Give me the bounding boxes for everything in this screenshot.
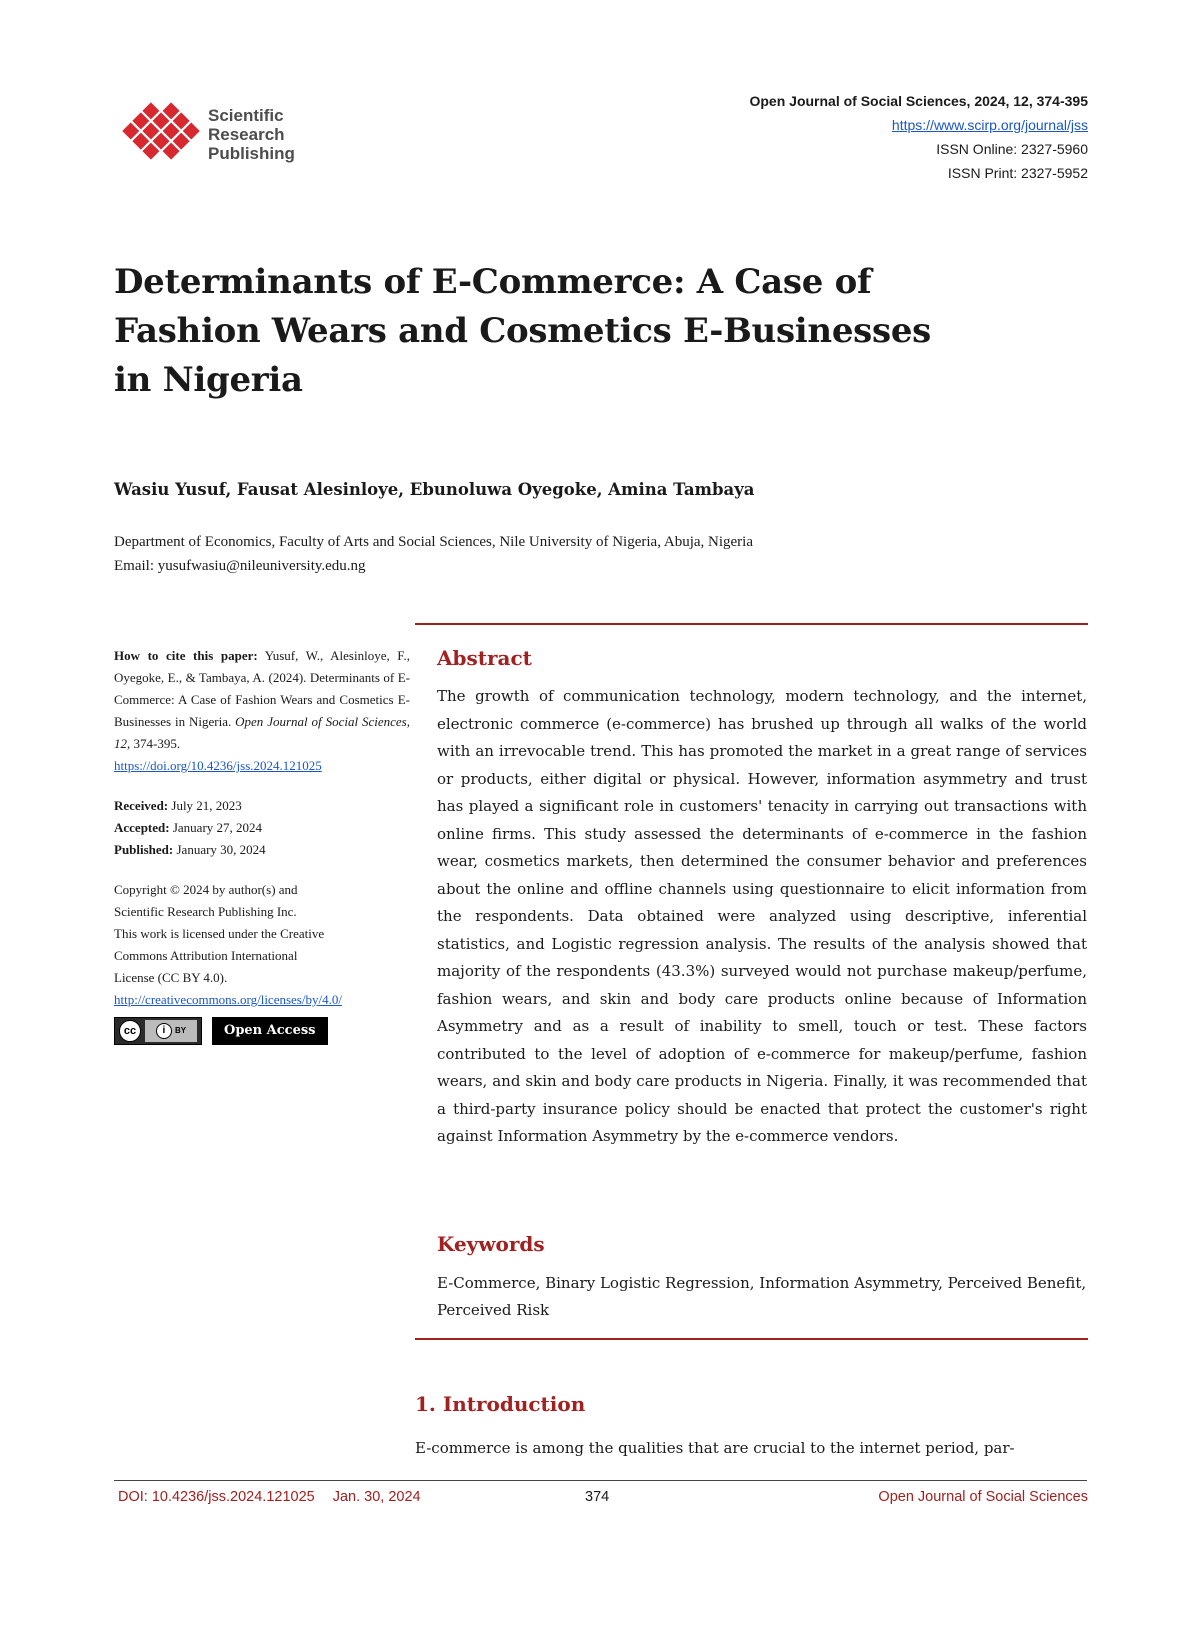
publisher-logo-text <box>208 106 295 163</box>
footer-doi-date <box>118 1489 421 1505</box>
title-line-3: in Nigeria <box>114 360 303 400</box>
doi-link[interactable]: https://doi.org/10.4236/jss.2024.121025 <box>114 758 322 773</box>
title-line-1: Determinants of E-Commerce: A Case of <box>114 262 872 302</box>
copyright-line-5: License (CC BY 4.0). <box>114 970 228 985</box>
copyright-notice <box>114 879 410 1011</box>
copyright-line-4: Commons Attribution International <box>114 948 298 963</box>
article-sidebar <box>114 645 410 1045</box>
affiliation: Department of Economics, Faculty of Arts and Social Sciences, Nile University of Nigeria, Abuja, Nigeria <box>114 534 754 550</box>
issn-print: ISSN Print: 2327-5952 <box>947 165 1088 181</box>
journal-url-link[interactable]: https://www.scirp.org/journal/jss <box>891 117 1088 133</box>
journal-info <box>749 89 1088 185</box>
introduction-text: E-commerce is among the qualities that are crucial to the internet period, par- <box>415 1439 1015 1457</box>
logo-line-2: Research <box>208 125 285 144</box>
author-affiliation-block <box>114 530 753 578</box>
page-number: 374 <box>585 1489 610 1505</box>
abstract-top-rule <box>415 623 1088 625</box>
accepted-value: January 27, 2024 <box>169 820 263 835</box>
by-label: BY <box>174 1026 187 1035</box>
journal-citation-line: Open Journal of Social Sciences, 2024, 12, 374-395 <box>749 93 1088 109</box>
attribution-icon: i <box>156 1023 172 1039</box>
open-access-badge[interactable]: Open Access <box>212 1017 328 1045</box>
received-date <box>114 795 410 817</box>
footer-date: Jan. 30, 2024 <box>332 1489 421 1505</box>
logo-line-3: Publishing <box>208 144 295 163</box>
cc-icon: cc <box>119 1020 141 1042</box>
article-dates <box>114 795 410 861</box>
title-line-2: Fashion Wears and Cosmetics E-Businesses <box>114 311 932 351</box>
received-label: Received: <box>114 798 169 813</box>
article-authors: Wasiu Yusuf, Fausat Alesinloye, Ebunoluwa Oyegoke, Amina Tambaya <box>114 480 755 499</box>
abstract-heading: Abstract <box>437 646 532 670</box>
cite-journal: Open Journal of Social Sciences, 12, <box>114 714 410 751</box>
accepted-label: Accepted: <box>114 820 170 835</box>
logo-line-1: Scientific <box>208 106 284 125</box>
cc-by-badge[interactable] <box>114 1017 202 1045</box>
copyright-line-3: This work is licensed under the Creative <box>114 926 325 941</box>
how-to-cite <box>114 645 410 755</box>
accepted-date <box>114 817 410 839</box>
publisher-logo-icon <box>118 88 204 174</box>
published-value: January 30, 2024 <box>173 842 266 857</box>
keywords-text: E-Commerce, Binary Logistic Regression, Information Asymmetry, Perceived Benefit, Perceived Risk <box>437 1274 1087 1319</box>
published-date <box>114 839 410 861</box>
license-badges <box>114 1017 410 1045</box>
keywords-heading: Keywords <box>437 1232 545 1256</box>
abstract-text: The growth of communication technology, modern technology, and the internet, electronic commerce (e-commerce) has brushed up through all walks of the world with an irrevocable trend. This has promoted the market in a great range of services or products, either digital or physical. However, information asymmetry and trust has played a significant role in customers' tenacity in carrying out transactions with online firms. This study assessed the determinants of e-commerce in the fashion wear, cosmetics markets, then determined the consumer behavior and preferences about the online and offline channels using questionnaire to elicit information from the respondents. Data obtained were analyzed using descriptive, inferential statistics, and Logistic regression analysis. The results of the analysis showed that majority of the respondents (43.3%) surveyed would not purchase makeup/perfume, fashion wears, and skin and body care products online because of Information Asymmetry and as a result of inability to smell, touch or test. These factors contributed to the level of adoption of e-commerce for makeup/perfume, fashion wears, and skin and body care products in Nigeria. Finally, it was recommended that a third-party insurance policy should be enacted that protect the customer's right against Information Asymmetry by the e-commerce vendors. <box>437 687 1087 1145</box>
keywords-bottom-rule <box>415 1338 1088 1340</box>
copyright-line-1: Copyright © 2024 by author(s) and <box>114 882 298 897</box>
author-email: Email: yusufwasiu@nileuniversity.edu.ng <box>114 558 366 574</box>
cite-label: How to cite this paper: <box>114 648 258 663</box>
issn-online: ISSN Online: 2327-5960 <box>936 141 1088 157</box>
article-title <box>114 258 1074 405</box>
cite-text: Yusuf, W., Alesinloye, F., Oyegoke, E., & Tambaya, A. (2024). Determinants of E-Commerce: A Case of Fashion Wears and Cosmetics E-Businesses in Nigeria. <box>114 648 410 729</box>
introduction-heading: 1. Introduction <box>415 1392 586 1416</box>
received-value: July 21, 2023 <box>168 798 242 813</box>
copyright-line-2: Scientific Research Publishing Inc. <box>114 904 297 919</box>
cite-pages: 374-395. <box>130 736 181 751</box>
footer-rule <box>114 1480 1087 1481</box>
by-box <box>145 1020 197 1042</box>
license-link[interactable]: http://creativecommons.org/licenses/by/4.0/ <box>114 992 342 1007</box>
footer-doi: DOI: 10.4236/jss.2024.121025 <box>118 1489 315 1505</box>
footer-journal: Open Journal of Social Sciences <box>878 1489 1088 1505</box>
published-label: Published: <box>114 842 174 857</box>
publisher-logo <box>118 88 318 174</box>
